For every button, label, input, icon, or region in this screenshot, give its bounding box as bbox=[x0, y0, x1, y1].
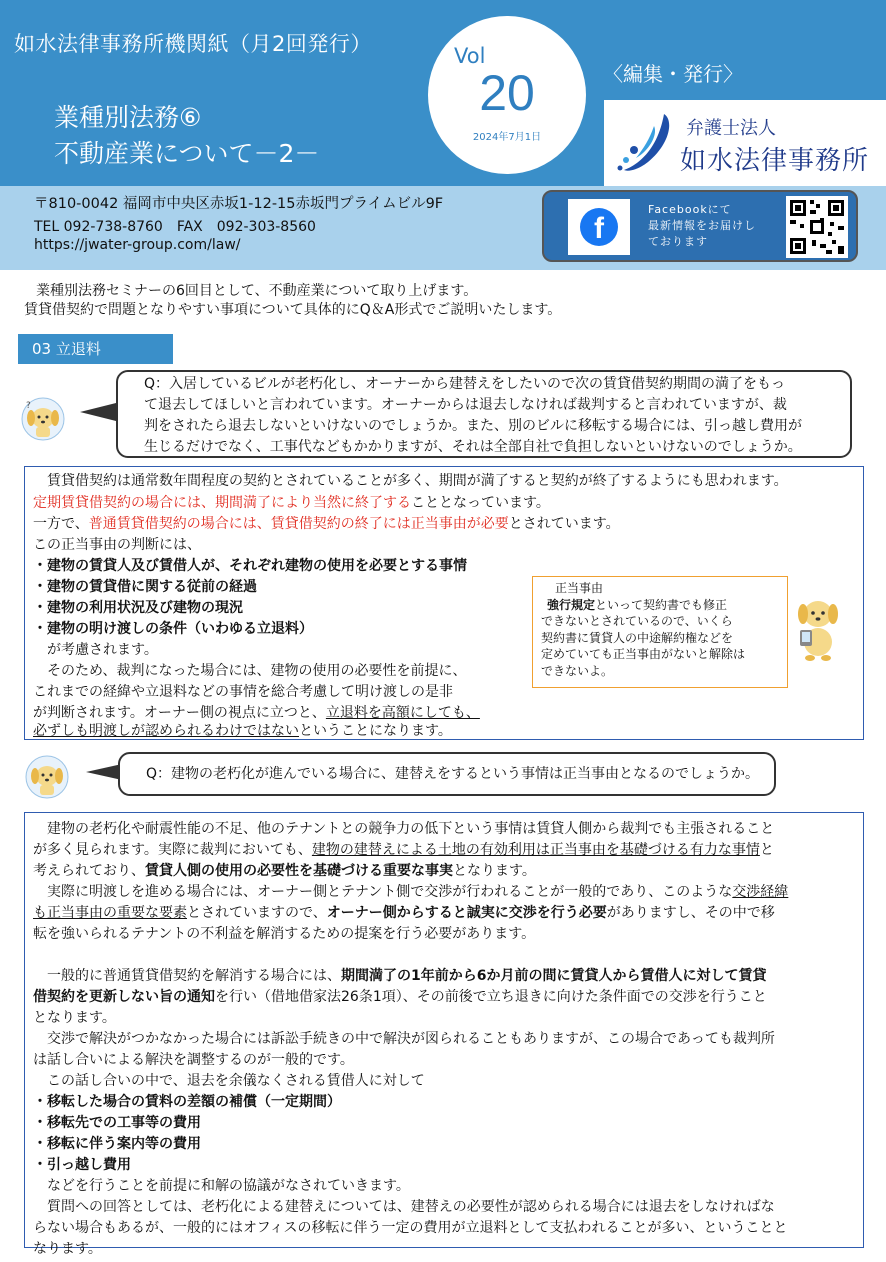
answer-box-2: 建物の老朽化や耐震性能の不足、他のテナントとの競争力の低下という事情は賃貸人側から裁判でも主張されること が多く見られます。実際に裁判においても、建物の建替えによる土地の有効利用は正当事由を基礎づける有力な事情と 考えられており、賃貸人側の使用の必要性を基礎づける重要な事実となります。 実際に明渡しを進める場合には、オーナー側とテナント側で交渉が行われることが一般的であり、このような交渉経緯 も正当事由の重要な要素とされていますので、オーナー側からすると誠実に交渉を行う必要がありますし、その中で移 転を強いられるテナントの不利益を解消するための提案を行う必要があります。 一般的に普通賃貸借契約を解消する場合には、期間満了の1年前から6か月前の間に賃貸人から賃借人に対して賃貸 借契約を更新しない旨の通知を行い（借地借家法26条1項）、その前後で立ち退きに向けた条件面での交渉を行うこと となります。 交渉で解決がつかなかった場合には訴訟手続きの中で解決が図られることもありますが、この場合であっても裁判所 は話し合いによる解決を調整するのが一般的です。 この話し合いの中で、退去を余儀なくされる賃借人に対して ・移転した場合の賃料の差額の補償（一定期間） ・移転先での工事等の費用 ・移転に伴う案内等の費用 ・引っ越し費用 などを行うことを前提に和解の協議がなされていきます。 質問への回答としては、老朽化による建替えについては、建替えの必要性が認められる場合には退去をしなければな らない場合もあるが、一般的にはオフィスの移転に伴う一定の費用が立退料として支払われることが多い、ということと なります。 bbox=[24, 812, 864, 1248]
svg-text:?: ? bbox=[26, 401, 31, 411]
editor-label: 〈編集・発行〉 bbox=[603, 62, 743, 86]
puppy-pointing-icon bbox=[790, 594, 844, 664]
section-heading: 03 立退料 bbox=[18, 334, 173, 364]
intro-text: 業種別法務セミナーの6回目として、不動産業について取り上げます。 賃貸借契約で問題となりやすい事項について具体的にQ＆A形式でご説明いたします。 bbox=[24, 283, 562, 318]
publication-title: 如水法律事務所機関紙（月2回発行） bbox=[14, 32, 372, 56]
volume-number: 20 bbox=[479, 65, 535, 121]
puppy-avatar-icon bbox=[20, 396, 66, 442]
question-bubble-2: Q：建物の老朽化が進んでいる場合に、建替えをするという事情は正当事由となるのでしょうか。 bbox=[118, 752, 776, 796]
firm-logo bbox=[604, 100, 886, 186]
tel-fax: TEL 092-738-8760 FAX 092-303-8560 bbox=[34, 219, 316, 235]
volume-label: Vol bbox=[454, 44, 486, 68]
volume-badge bbox=[428, 16, 586, 174]
firm-type: 弁護士法人 bbox=[686, 118, 776, 139]
topic-title-line1: 業種別法務⑥ bbox=[54, 103, 202, 132]
firm-name: 如水法律事務所 bbox=[680, 146, 870, 176]
issue-date: 2024年7月1日 bbox=[472, 132, 542, 143]
address: 〒810-0042 福岡市中央区赤坂1-12-15赤坂門プライムビル9F bbox=[34, 196, 444, 212]
firm-logo-icon bbox=[614, 110, 676, 174]
answer-box-1: 賃貸借契約は通常数年間程度の契約とされていることが多く、期間が満了すると契約が終了するようにも思われます。 定期賃貸借契約の場合には、期間満了により当然に終了することとなっています。 一方で、普通賃貸借契約の場合には、賃貸借契約の終了には正当事由が必要とされています。 この正当事由の判断には、 ・建物の賃貸人及び賃借人が、それぞれ建物の使用を必要とする事情 ・建物の賃貸借に関する従前の経過 ・建物の利用状況及び建物の現況 ・建物の明け渡しの条件（いわゆる立退料） が考慮されます。 そのため、裁判になった場合には、建物の使用の必要性を前提に、 これまでの経緯や立退料などの事情を総合考慮して明け渡しの是非 が判断されます。オーナー側の視点に立つと、立退料を高額にしても、 必ずしも明渡しが認められるわけではないということになります。 bbox=[24, 466, 864, 740]
q2-bubble-tail bbox=[86, 764, 122, 780]
topic-title-line2: 不動産業について－2－ bbox=[54, 139, 320, 168]
website-url[interactable]: https://jwater-group.com/law/ bbox=[34, 237, 241, 253]
facebook-logo-box bbox=[568, 199, 630, 255]
facebook-text: Facebookにて 最新情報をお届けし ております bbox=[648, 203, 756, 248]
facebook-panel[interactable] bbox=[542, 190, 858, 262]
puppy-avatar-icon bbox=[24, 754, 70, 800]
q1-bubble-tail bbox=[80, 402, 120, 422]
facebook-icon: f bbox=[580, 208, 618, 246]
qr-code-icon[interactable] bbox=[786, 196, 848, 258]
question-bubble-1: Q：入居しているビルが老朽化し、オーナーから建替えをしたいので次の賃貸借契約期間の満了をもっ て退去してほしいと言われています。オーナーからは退去しなければ裁判すると言われていますが、裁 判をされたら退去しないといけないのでしょうか。また、別のビルに移転する場合には、引っ越し費用が 生じるだけでなく、工事代などもかかりますが、それは全部自社で負担しないといけないのでしょうか。 bbox=[116, 370, 852, 458]
note-box: 正当事由 強行規定といって契約書でも修正 できないとされているので、いくら 契約書に賃貸人の中途解約権などを 定めていても正当事由がないと解除は できないよ。 bbox=[532, 576, 788, 688]
